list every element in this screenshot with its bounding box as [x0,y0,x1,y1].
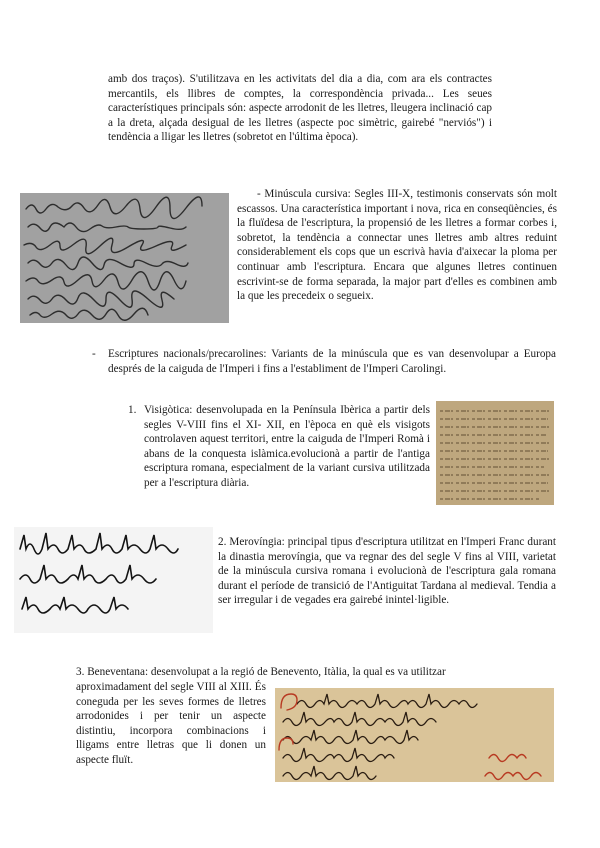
beneventana-paragraph [76,680,266,768]
manuscript-beneventan-image [275,688,554,782]
visigotica-number: 1. [128,404,137,416]
nacionals-paragraph [108,347,556,376]
intro-text: amb dos traços). S'utilitzava en les activitats del dia a dia, com ara els contractes mercantils, els llibres de comptes, la correspondència privada... Les seues característiques principals són: aspecte arrodonit de les lletres, lleugera inclinació cap a la dreta, alçada desigual de les lletres (aspecte poc simètric, gairebé "nerviós") i tendència a lligar les lletres (sobretot en l'última època). [108,73,492,144]
cursiva-text: - Minúscula cursiva: Segles III-X, testimonis conservats són molt escassos. Una característica important i nova, rica en conseqüències, és la fluïdesa de l'escriptura, la propensió de les lletres a formar corbes i, sobretot, la tendència a connectar unes lletres amb altres reduint considerablement els cops que un escrivà havia d'aixecar la ploma per continuar amb l'escriptura. Encara que algunes lletres continuen escrivint-se de forma separada, la major part d'elles es combinen amb la que les precedeix o segueix. [237,188,557,303]
manuscript-visigothic-image [436,401,554,505]
manuscript-cursive-image [20,193,229,323]
beneventana-heading-text: 3. Beneventana: desenvolupat a la regió de Benevento, Itàlia, la qual es va utilitzar [76,666,446,678]
beneventana-heading [76,665,556,680]
visigotica-paragraph [144,403,430,491]
beneventana-text: aproximadament del segle VIII al XIII. És coneguda per les seves formes de lletres arrodonides i per tenir un aspecte distintiu, incorpora combinacions i lligams entre lletras que li donen un aspecte fluït. [76,681,266,766]
cursiva-paragraph [237,187,557,304]
nacionals-text: Escriptures nacionals/precarolines: Variants de la minúscula que es van desenvolupar a Europa després de la caiguda de l'Imperi i fins a l'establiment de l'Imperi Carolingi. [108,348,556,375]
nacionals-bullet: - [92,348,96,360]
merovingia-paragraph [218,535,556,608]
intro-paragraph [108,72,492,145]
manuscript-merovingian-image [14,527,213,633]
merovingia-text: 2. Merovíngia: principal tipus d'escriptura utilitzat en l'Imperi Franc durant la dinastia merovíngia, que va regnar des del segle V fins al VIII, varietat de la minúscula cursiva romana i evolucionà de l'escriptura gala romana durant el període de transició de l'Antiguitat Tardana al medieval. Tendia a ser irregular i de vegades era gairebé inintel·ligible. [218,536,556,607]
visigotica-text: Visigòtica: desenvolupada en la Península Ibèrica a partir dels segles V-VIII fins el XI- XII, en l'època en què els visigots controlaven aquest territori, entre la caiguda de l'Imperi Romà i abans de la conquesta islàmica.evolucionà a partir de l'antiga escriptura romana, especialment de la variant cursiva utilitzada per a l'escriptura diària. [144,404,430,489]
